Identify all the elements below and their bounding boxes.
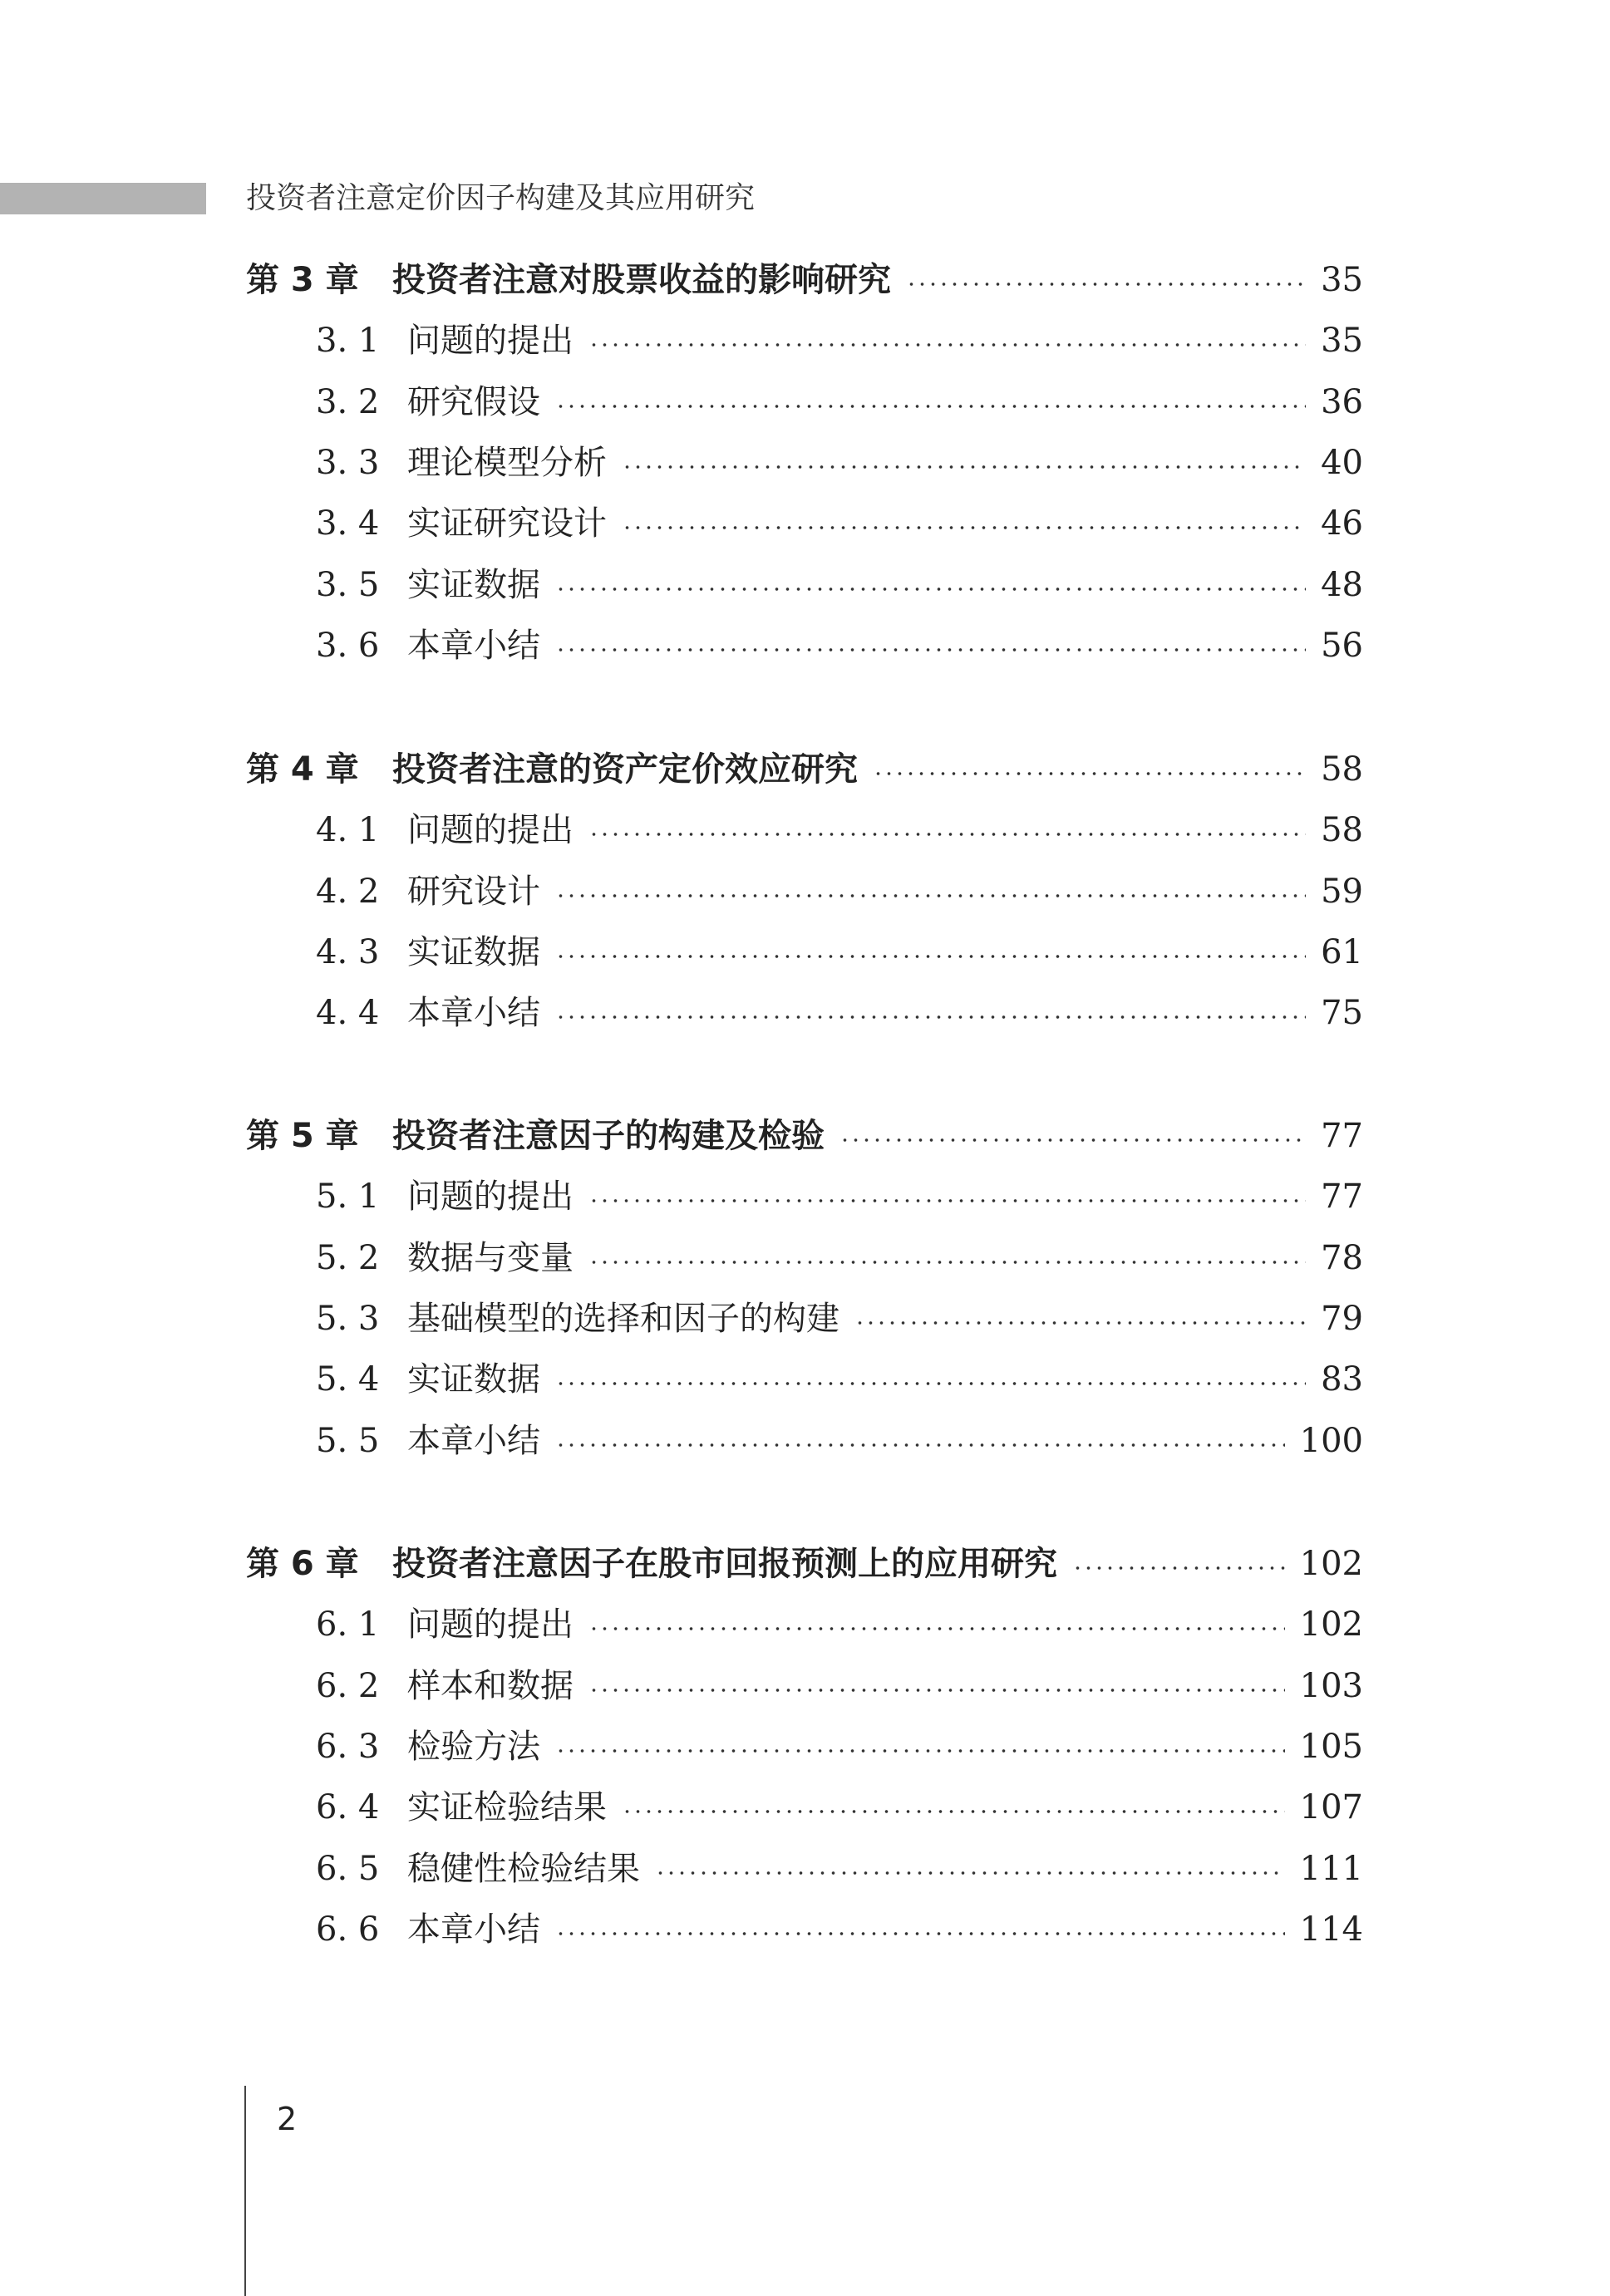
toc-dot-leader xyxy=(555,404,1306,409)
toc-entry-title: 本章小结 xyxy=(407,994,540,1032)
toc-entry-number: 4. 2 xyxy=(316,873,380,911)
toc-entry-title: 基础模型的选择和因子的构建 xyxy=(407,1300,839,1338)
toc-entry-page: 107 xyxy=(1299,1788,1363,1826)
toc-section-entry xyxy=(316,988,1363,1038)
toc-entry-number: 5. 2 xyxy=(316,1239,380,1277)
toc-entry-number: 3. 6 xyxy=(316,627,380,665)
toc-entry-number: 4. 1 xyxy=(316,811,380,849)
toc-entry-title: 数据与变量 xyxy=(407,1239,574,1277)
toc-entry-title: 实证数据 xyxy=(407,933,540,971)
toc-entry-title: 实证研究设计 xyxy=(407,504,607,543)
toc-entry-title: 检验方法 xyxy=(407,1728,540,1766)
toc-entry-number: 6. 3 xyxy=(316,1728,380,1766)
toc-entry-title: 样本和数据 xyxy=(407,1667,574,1705)
toc-entry-title: 本章小结 xyxy=(407,1422,540,1460)
toc-dot-leader xyxy=(622,465,1306,470)
toc-dot-leader xyxy=(555,647,1306,652)
toc-entry-number: 5. 3 xyxy=(316,1300,380,1338)
toc-entry-number: 6. 2 xyxy=(316,1667,380,1705)
toc-section-entry xyxy=(316,805,1363,855)
toc-entry-number: 3. 1 xyxy=(316,322,380,360)
toc-entry-page: 77 xyxy=(1321,1177,1363,1216)
toc-section-entry xyxy=(316,438,1363,488)
toc-dot-leader xyxy=(555,954,1306,959)
toc-section-entry xyxy=(316,1905,1363,1954)
toc-section-entry xyxy=(316,621,1363,671)
toc-section-entry xyxy=(316,316,1363,366)
toc-entry-page: 83 xyxy=(1321,1360,1363,1399)
toc-entry-number: 5. 5 xyxy=(316,1422,380,1460)
toc-section-entry xyxy=(316,1782,1363,1832)
toc-section-entry xyxy=(316,1294,1363,1344)
toc-dot-leader xyxy=(555,1015,1306,1020)
toc-entry-page: 77 xyxy=(1321,1117,1363,1155)
header-bar xyxy=(0,183,206,214)
toc-entry-number: 6. 6 xyxy=(316,1910,380,1949)
toc-entry-title: 实证数据 xyxy=(407,566,540,604)
toc-entry-page: 58 xyxy=(1321,750,1363,789)
toc-entry-page: 36 xyxy=(1321,383,1363,421)
toc-entry-title: 投资者注意对股票收益的影响研究 xyxy=(392,261,891,299)
toc-entry-number: 6. 4 xyxy=(316,1788,380,1826)
toc-entry-page: 75 xyxy=(1321,994,1363,1032)
toc-entry-page: 78 xyxy=(1321,1239,1363,1277)
toc-entry-number: 第 4 章 xyxy=(246,750,359,789)
toc-entry-number: 3. 2 xyxy=(316,383,380,421)
toc-dot-leader xyxy=(588,342,1306,347)
toc-dot-leader xyxy=(588,1260,1306,1265)
toc-dot-leader xyxy=(588,1626,1285,1631)
toc-section-entry xyxy=(316,377,1363,427)
toc-dot-leader xyxy=(854,1320,1306,1325)
toc-dot-leader xyxy=(555,1931,1285,1936)
toc-entry-title: 实证数据 xyxy=(407,1360,540,1399)
toc-entry-title: 理论模型分析 xyxy=(407,444,607,482)
toc-entry-number: 3. 3 xyxy=(316,444,380,482)
toc-entry-number: 6. 5 xyxy=(316,1850,380,1888)
toc-chapter-entry xyxy=(246,1111,1363,1161)
toc-entry-page: 105 xyxy=(1299,1728,1363,1766)
toc-section-entry xyxy=(316,1354,1363,1404)
toc-entry-page: 35 xyxy=(1321,261,1363,299)
toc-chapter-entry xyxy=(246,1539,1363,1589)
toc-section-entry xyxy=(316,1722,1363,1772)
toc-section-entry xyxy=(316,1172,1363,1222)
toc-dot-leader xyxy=(588,1688,1285,1693)
toc-entry-number: 第 6 章 xyxy=(246,1545,359,1583)
toc-entry-number: 5. 4 xyxy=(316,1360,380,1399)
toc-entry-title: 问题的提出 xyxy=(407,1177,574,1216)
toc-entry-number: 6. 1 xyxy=(316,1605,380,1644)
toc-entry-page: 59 xyxy=(1321,873,1363,911)
toc-entry-page: 40 xyxy=(1321,444,1363,482)
toc-entry-title: 研究设计 xyxy=(407,873,540,911)
toc-section-entry xyxy=(316,1416,1363,1466)
toc-section-entry xyxy=(316,1233,1363,1283)
toc-section-entry xyxy=(316,499,1363,548)
toc-entry-number: 5. 1 xyxy=(316,1177,380,1216)
toc-dot-leader xyxy=(906,282,1306,287)
toc-entry-page: 103 xyxy=(1299,1667,1363,1705)
toc-entry-page: 102 xyxy=(1299,1605,1363,1644)
toc-section-entry xyxy=(316,867,1363,917)
toc-entry-page: 100 xyxy=(1299,1422,1363,1460)
toc-entry-page: 58 xyxy=(1321,811,1363,849)
toc-dot-leader xyxy=(555,1381,1306,1386)
toc-dot-leader xyxy=(555,1443,1285,1448)
toc-entry-page: 56 xyxy=(1321,627,1363,665)
toc-chapter-entry xyxy=(246,255,1363,305)
toc-entry-title: 本章小结 xyxy=(407,1910,540,1949)
toc-entry-page: 46 xyxy=(1321,504,1363,543)
toc-dot-leader xyxy=(588,1198,1306,1203)
toc-entry-title: 投资者注意的资产定价效应研究 xyxy=(392,750,858,789)
toc-dot-leader xyxy=(1072,1566,1285,1571)
toc-entry-number: 3. 4 xyxy=(316,504,380,543)
toc-entry-number: 第 3 章 xyxy=(246,261,359,299)
toc-entry-page: 35 xyxy=(1321,322,1363,360)
toc-entry-page: 102 xyxy=(1299,1545,1363,1583)
toc-dot-leader xyxy=(555,893,1306,898)
toc-dot-leader xyxy=(873,771,1306,776)
toc-dot-leader xyxy=(555,1748,1285,1753)
toc-entry-title: 问题的提出 xyxy=(407,811,574,849)
toc-section-entry xyxy=(316,1844,1363,1894)
toc-entry-page: 111 xyxy=(1299,1850,1363,1888)
footer-vertical-rule xyxy=(244,2086,246,2296)
toc-entry-page: 48 xyxy=(1321,566,1363,604)
toc-entry-title: 实证检验结果 xyxy=(407,1788,607,1826)
toc-section-entry xyxy=(316,560,1363,610)
toc-entry-number: 4. 4 xyxy=(316,994,380,1032)
toc-entry-title: 问题的提出 xyxy=(407,1605,574,1644)
toc-chapter-entry xyxy=(246,745,1363,794)
toc-dot-leader xyxy=(839,1138,1306,1143)
running-header-title: 投资者注意定价因子构建及其应用研究 xyxy=(246,181,756,215)
toc-entry-title: 研究假设 xyxy=(407,383,540,421)
toc-entry-number: 第 5 章 xyxy=(246,1117,359,1155)
toc-entry-page: 114 xyxy=(1299,1910,1363,1949)
toc-section-entry xyxy=(316,927,1363,977)
toc-dot-leader xyxy=(655,1871,1285,1876)
toc-entry-title: 问题的提出 xyxy=(407,322,574,360)
toc-entry-number: 4. 3 xyxy=(316,933,380,971)
toc-section-entry xyxy=(316,1661,1363,1711)
page-number: 2 xyxy=(277,2101,298,2137)
toc-entry-page: 61 xyxy=(1321,933,1363,971)
toc-entry-title: 稳健性检验结果 xyxy=(407,1850,640,1888)
toc-dot-leader xyxy=(622,525,1306,530)
toc-dot-leader xyxy=(622,1809,1285,1814)
toc-entry-title: 投资者注意因子的构建及检验 xyxy=(392,1117,825,1155)
toc-entry-title: 本章小结 xyxy=(407,627,540,665)
toc-entry-number: 3. 5 xyxy=(316,566,380,604)
toc-entry-title: 投资者注意因子在股市回报预测上的应用研究 xyxy=(392,1545,1057,1583)
toc-dot-leader xyxy=(555,587,1306,592)
toc-dot-leader xyxy=(588,832,1306,837)
toc-section-entry xyxy=(316,1600,1363,1649)
toc-entry-page: 79 xyxy=(1321,1300,1363,1338)
